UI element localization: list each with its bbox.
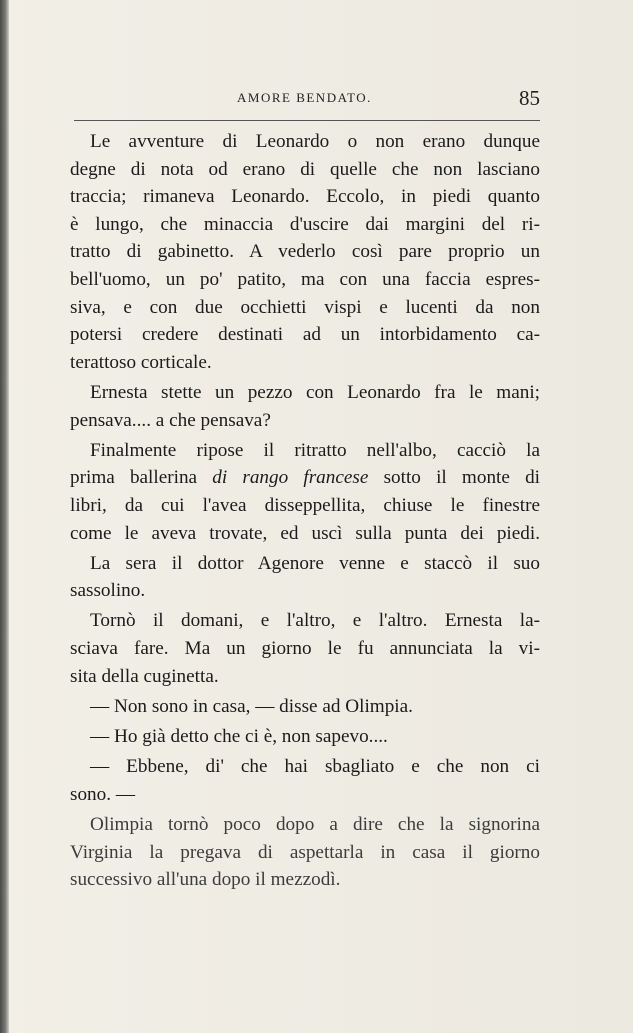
text-line: tratto di gabinetto. A vederlo così pare proprio un	[70, 241, 540, 263]
text-line: libri, da cui l'avea disseppellita, chiuse le finestre	[70, 494, 540, 516]
paragraph	[70, 693, 540, 721]
paragraph	[70, 811, 540, 894]
text-line: siva, e con due occhietti vispi e lucenti da non	[70, 296, 540, 318]
text-line: sono. —	[70, 783, 136, 805]
text-line: è lungo, che minaccia d'uscire dai margini del ri-	[70, 213, 540, 235]
text-run: prima ballerina	[70, 467, 213, 489]
paragraph	[70, 379, 540, 434]
text-line: — Ho già detto che ci è, non sapevo....	[90, 726, 388, 748]
text-line: sciava fare. Ma un giorno le fu annunciata la vi-	[70, 638, 540, 660]
header-rule	[74, 120, 540, 121]
text-line: Virginia la pregava di aspettarla in casa il giorno	[70, 841, 540, 863]
text-line: — Ebbene, di' che hai sbagliato e che non ci	[90, 756, 540, 778]
book-spine-edge	[0, 0, 9, 1033]
text-line: Finalmente ripose il ritratto nell'albo, cacciò la	[90, 439, 540, 461]
text-line: pensava.... a che pensava?	[70, 409, 271, 431]
running-head: AMORE BENDATO.	[237, 90, 372, 105]
text-line: terattoso corticale.	[70, 351, 212, 373]
page-header	[74, 86, 544, 114]
paragraph	[70, 607, 540, 690]
text-line: Ernesta stette un pezzo con Leonardo fra le mani;	[90, 381, 540, 403]
paragraph	[70, 753, 540, 808]
paragraph	[70, 723, 540, 751]
text-line: — Non sono in casa, — disse ad Olimpia.	[90, 695, 413, 717]
text-line: degne di nota od erano di quelle che non lasciano	[70, 158, 540, 180]
text-line	[70, 464, 540, 492]
paragraph	[70, 437, 540, 547]
text-line: come le aveva trovate, ed uscì sulla punta dei piedi.	[70, 522, 540, 544]
body-text	[70, 128, 540, 894]
text-line: Olimpia tornò poco dopo a dire che la signorina	[90, 814, 540, 835]
text-line: potersi credere destinati ad un intorbidamento ca-	[70, 324, 540, 346]
text-line: Le avventure di Leonardo o non erano dunque	[90, 131, 540, 152]
text-run: sotto il monte di	[368, 467, 540, 489]
text-line: traccia; rimaneva Leonardo. Eccolo, in piedi quanto	[70, 186, 540, 208]
text-line: sita della cuginetta.	[70, 665, 219, 687]
page-number: 85	[519, 86, 540, 110]
text-line: sassolino.	[70, 580, 146, 602]
text-line: bell'uomo, un po' patito, ma con una faccia espres-	[70, 268, 540, 290]
paragraph	[70, 128, 540, 376]
text-line: successivo all'una dopo il mezzodì.	[70, 869, 341, 891]
italic-phrase: di rango francese	[212, 467, 369, 489]
paragraph	[70, 550, 540, 605]
text-line: La sera il dottor Agenore venne e staccò il suo	[90, 552, 540, 574]
text-line: Tornò il domani, e l'altro, e l'altro. Ernesta la-	[90, 610, 540, 632]
